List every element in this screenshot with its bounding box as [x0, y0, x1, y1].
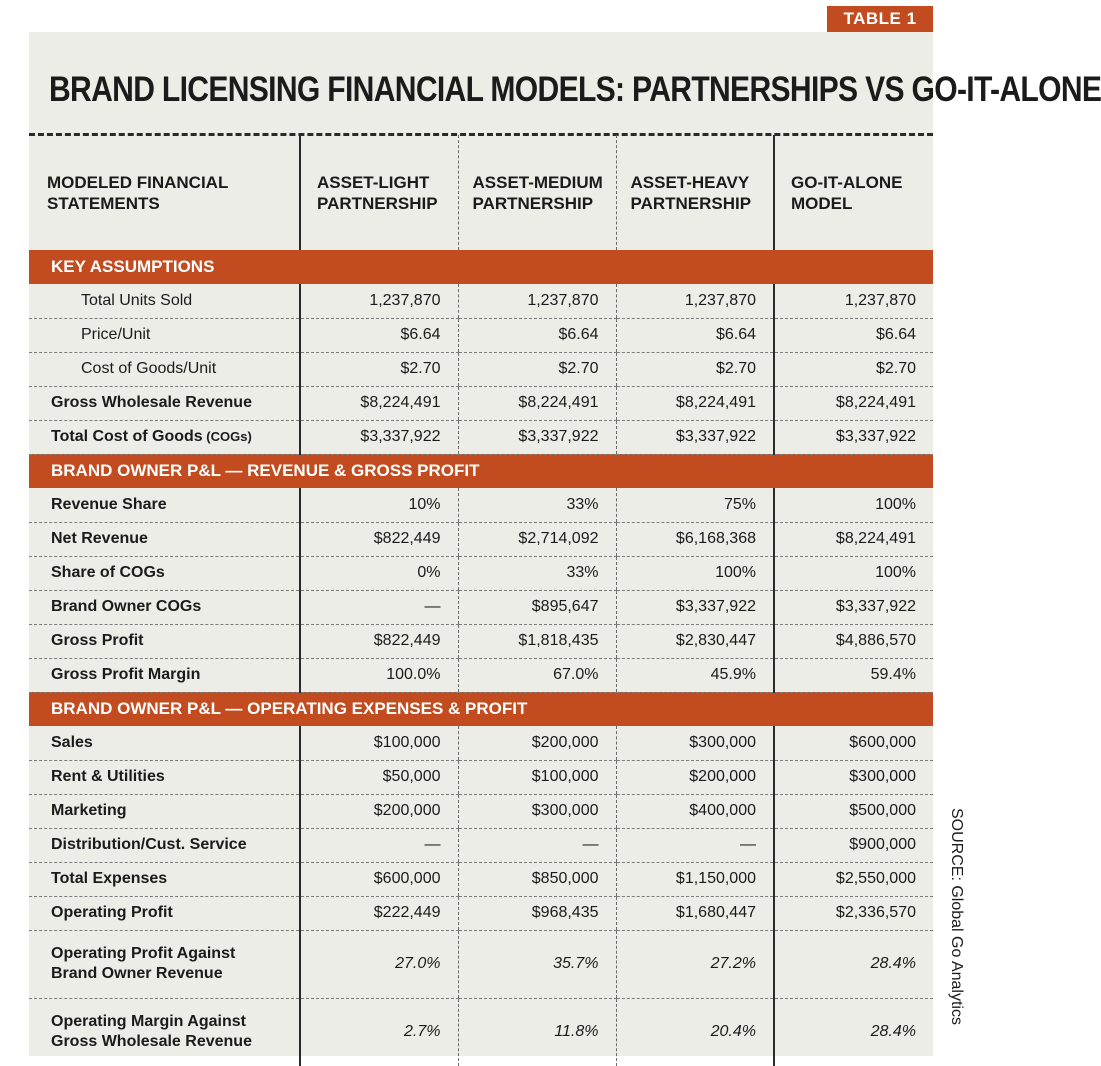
table-row	[29, 726, 933, 760]
table-row	[29, 862, 933, 896]
row-label-distribution-cust-service: Distribution/Cust. Service	[29, 828, 300, 862]
row-label-gross-profit-margin: Gross Profit Margin	[29, 658, 300, 692]
value-cell: $2.70	[774, 352, 933, 386]
value-cell: 35.7%	[458, 930, 616, 998]
value-cell: 100%	[616, 556, 774, 590]
value-cell: $6.64	[774, 318, 933, 352]
value-cell: —	[300, 590, 458, 624]
table-row	[29, 760, 933, 794]
value-cell: $968,435	[458, 896, 616, 930]
table-row	[29, 522, 933, 556]
table-title: BRAND LICENSING FINANCIAL MODELS: PARTNERSHIPS VS GO-IT-ALONE	[49, 70, 1101, 109]
row-label-share-of-cogs: Share of COGs	[29, 556, 300, 590]
value-cell: 33%	[458, 556, 616, 590]
table-row	[29, 352, 933, 386]
value-cell: $3,337,922	[774, 590, 933, 624]
row-label-net-revenue: Net Revenue	[29, 522, 300, 556]
table-row	[29, 420, 933, 454]
header-line: STATEMENTS	[47, 193, 160, 213]
value-cell: 28.4%	[774, 998, 933, 1066]
value-cell: 20.4%	[616, 998, 774, 1066]
table-row	[29, 930, 933, 998]
table-row	[29, 590, 933, 624]
source-note: SOURCE: Global Go Analytics	[948, 808, 965, 1025]
header-line: MODELED FINANCIAL	[47, 172, 229, 192]
value-cell: —	[300, 828, 458, 862]
table-row	[29, 284, 933, 318]
column-header-go-it-alone	[774, 135, 933, 250]
value-cell: $3,337,922	[616, 590, 774, 624]
table-row	[29, 488, 933, 522]
value-cell: $200,000	[616, 760, 774, 794]
value-cell: $6.64	[458, 318, 616, 352]
value-cell: $1,150,000	[616, 862, 774, 896]
value-cell: $6,168,368	[616, 522, 774, 556]
row-label-sales: Sales	[29, 726, 300, 760]
row-label-total-cost-of-goods: Total Cost of Goods (COGs)	[29, 420, 300, 454]
value-cell: 27.2%	[616, 930, 774, 998]
row-label-brand-owner-cogs: Brand Owner COGs	[29, 590, 300, 624]
table-row	[29, 624, 933, 658]
value-cell: $100,000	[300, 726, 458, 760]
header-line: ASSET-LIGHT	[317, 172, 430, 192]
header-line: PARTNERSHIP	[472, 193, 594, 213]
value-cell: 100%	[774, 488, 933, 522]
value-cell: 28.4%	[774, 930, 933, 998]
value-cell: $822,449	[300, 522, 458, 556]
value-cell: $8,224,491	[774, 522, 933, 556]
table-row	[29, 318, 933, 352]
value-cell: 1,237,870	[300, 284, 458, 318]
value-cell: $300,000	[774, 760, 933, 794]
value-cell: $8,224,491	[300, 386, 458, 420]
row-label-price-unit: Price/Unit	[29, 318, 300, 352]
header-line: ASSET-HEAVY	[630, 172, 750, 192]
column-header-asset-light	[300, 135, 458, 250]
value-cell: $8,224,491	[774, 386, 933, 420]
value-cell: $2,714,092	[458, 522, 616, 556]
table-row	[29, 794, 933, 828]
column-header-statements	[29, 135, 300, 250]
value-cell: 100.0%	[300, 658, 458, 692]
column-header-asset-heavy	[616, 135, 774, 250]
section-header-row	[29, 250, 933, 284]
value-cell: $2,830,447	[616, 624, 774, 658]
row-label-suffix: (COGs)	[202, 429, 252, 444]
table-row	[29, 828, 933, 862]
value-cell: $2,336,570	[774, 896, 933, 930]
value-cell: $822,449	[300, 624, 458, 658]
row-label-revenue-share: Revenue Share	[29, 488, 300, 522]
row-label-operating-margin-against-gross-wholesale-revenue: Operating Margin Against Gross Wholesale Revenue	[51, 1013, 252, 1051]
value-cell: $600,000	[774, 726, 933, 760]
value-cell: 45.9%	[616, 658, 774, 692]
value-cell: $2.70	[300, 352, 458, 386]
value-cell: $3,337,922	[458, 420, 616, 454]
value-cell: $100,000	[458, 760, 616, 794]
value-cell: $2.70	[458, 352, 616, 386]
value-cell: 27.0%	[300, 930, 458, 998]
value-cell: 59.4%	[774, 658, 933, 692]
table-number-badge: TABLE 1	[827, 6, 933, 32]
value-cell: $6.64	[616, 318, 774, 352]
value-cell: 33%	[458, 488, 616, 522]
financial-models-table	[29, 135, 933, 1066]
value-cell: $600,000	[300, 862, 458, 896]
row-label-gross-profit: Gross Profit	[29, 624, 300, 658]
value-cell: $2.70	[616, 352, 774, 386]
value-cell: $1,818,435	[458, 624, 616, 658]
table-row	[29, 896, 933, 930]
table-row	[29, 556, 933, 590]
value-cell: 1,237,870	[458, 284, 616, 318]
value-cell: —	[616, 828, 774, 862]
value-cell: 67.0%	[458, 658, 616, 692]
section-header-row	[29, 454, 933, 488]
section-header-row	[29, 692, 933, 726]
value-cell: $3,337,922	[300, 420, 458, 454]
header-line: MODEL	[791, 193, 853, 213]
value-cell: $222,449	[300, 896, 458, 930]
section-title: BRAND OWNER P&L — REVENUE & GROSS PROFIT	[29, 454, 933, 488]
value-cell: 1,237,870	[774, 284, 933, 318]
table-row	[29, 386, 933, 420]
header-row	[29, 135, 933, 250]
value-cell: $8,224,491	[616, 386, 774, 420]
value-cell: —	[458, 828, 616, 862]
row-label-operating-profit-against-brand-owner-revenue: Operating Profit Against Brand Owner Revenue	[29, 930, 300, 998]
value-cell: 75%	[616, 488, 774, 522]
value-cell: $3,337,922	[774, 420, 933, 454]
row-label-rent-utilities: Rent & Utilities	[29, 760, 300, 794]
row-label-cost-of-goods-unit: Cost of Goods/Unit	[29, 352, 300, 386]
value-cell: $400,000	[616, 794, 774, 828]
value-cell: 0%	[300, 556, 458, 590]
header-line: PARTNERSHIP	[630, 193, 752, 213]
value-cell: 10%	[300, 488, 458, 522]
table-row	[29, 658, 933, 692]
value-cell: $4,886,570	[774, 624, 933, 658]
value-cell: $895,647	[458, 590, 616, 624]
row-label-total-units-sold: Total Units Sold	[29, 284, 300, 318]
row-label-marketing: Marketing	[29, 794, 300, 828]
value-cell: 2.7%	[300, 998, 458, 1066]
row-label-operating-profit: Operating Profit	[29, 896, 300, 930]
value-cell: $50,000	[300, 760, 458, 794]
value-cell: $500,000	[774, 794, 933, 828]
value-cell: 11.8%	[458, 998, 616, 1066]
section-title: KEY ASSUMPTIONS	[29, 250, 933, 284]
header-line: PARTNERSHIP	[317, 193, 438, 213]
section-title: BRAND OWNER P&L — OPERATING EXPENSES & PROFIT	[29, 692, 933, 726]
table-body	[29, 250, 933, 1066]
row-label-total-expenses: Total Expenses	[29, 862, 300, 896]
row-label-gross-wholesale-revenue: Gross Wholesale Revenue	[29, 386, 300, 420]
header-line: ASSET-MEDIUM	[472, 172, 603, 192]
value-cell: $2,550,000	[774, 862, 933, 896]
value-cell: $300,000	[458, 794, 616, 828]
value-cell: $200,000	[458, 726, 616, 760]
value-cell: $850,000	[458, 862, 616, 896]
value-cell: $200,000	[300, 794, 458, 828]
value-cell: $8,224,491	[458, 386, 616, 420]
value-cell: $900,000	[774, 828, 933, 862]
value-cell: $3,337,922	[616, 420, 774, 454]
value-cell: 100%	[774, 556, 933, 590]
header-line: GO-IT-ALONE	[791, 172, 903, 192]
value-cell: $1,680,447	[616, 896, 774, 930]
value-cell: $300,000	[616, 726, 774, 760]
value-cell: 1,237,870	[616, 284, 774, 318]
table-row	[29, 998, 933, 1066]
value-cell: $6.64	[300, 318, 458, 352]
column-header-asset-medium	[458, 135, 616, 250]
